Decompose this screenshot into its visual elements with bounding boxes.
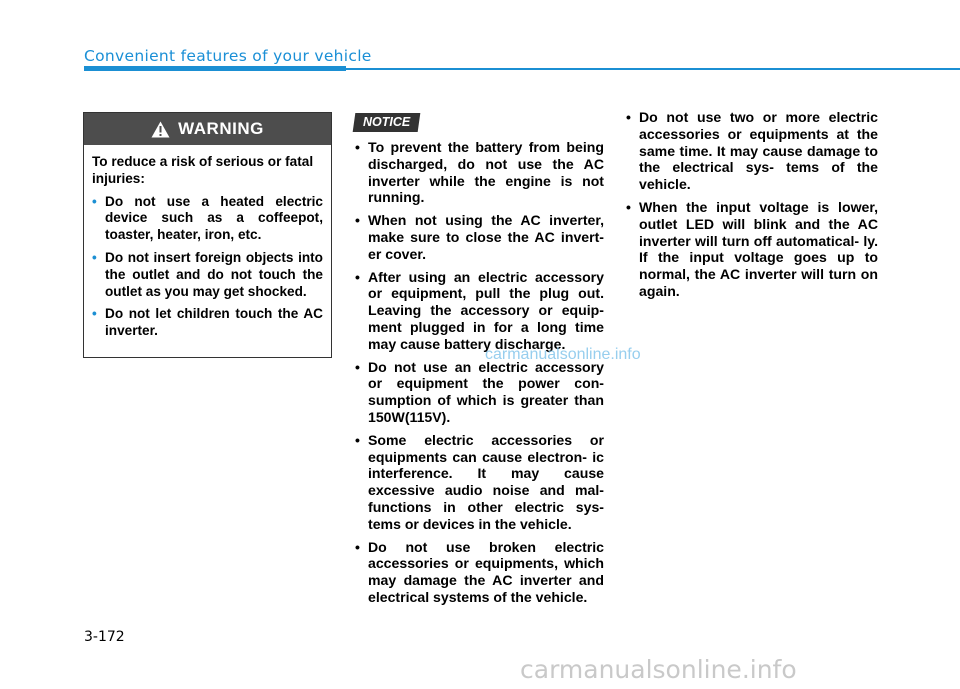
notice-badge: NOTICE [353,113,421,132]
warning-item: • Do not use a heated electric device such as a coffeepot, toaster, heater, iron, etc. [92,193,323,243]
header-rule-thin [346,68,960,70]
warning-item: • Do not let children touch the AC inverter. [92,306,323,339]
notice-list [355,139,604,606]
bullet: • [355,431,360,448]
warning-triangle-icon [151,121,170,138]
warning-body [84,145,331,340]
notice-column-middle [355,139,604,612]
warning-item: • Do not insert foreign objects into the outlet and do not touch the outlet as you may get shocked. [92,249,323,299]
notice-item: • Do not use broken electric accessories or equipments, which may damage the AC inverter and electrical systems of the vehicle. [355,538,604,605]
notice-item: • To prevent the battery from being discharged, do not use the AC inverter while the engine is not running. [355,139,604,206]
section-title: Convenient features of your vehicle [84,47,372,65]
notice-item: • Do not use an electric accessory or equipment the power con- sumption of which is greater than 150W(115V). [355,358,604,425]
page-number: 3-172 [84,629,125,645]
bullet: • [355,139,360,155]
bullet: • [92,249,97,265]
notice-item: • Some electric accessories or equipments can cause electron- ic interference. It may cause excessive audio noise and mal- functions in other electric sys- tems or devices in the vehicle. [355,431,604,532]
bullet: • [355,358,360,375]
warning-list [92,194,323,340]
overlay-watermark: carmanualsonline.info [485,346,641,363]
notice-item: • After using an electric accessory or equipment, pull the plug out. Leaving the accessory or equip- ment plugged in for a long time may cause battery discharge. [355,268,604,352]
warning-box [83,112,332,358]
bullet: • [92,306,97,322]
notice-column-right [626,109,878,306]
warning-label: WARNING [178,119,264,138]
notice-list-right [626,109,878,300]
bullet: • [626,109,631,125]
bullet: • [355,268,360,285]
footer-watermark: carmanualsonline.info [520,655,797,684]
notice-item: • When not using the AC inverter, make sure to close the AC invert- er cover. [355,212,604,262]
notice-item: • Do not use two or more electric accessories or equipments at the same time. It may cause damage to the electrical sys- tems of the vehicle. [626,109,878,193]
warning-header [84,113,331,145]
notice-item: • When the input voltage is lower, outlet LED will blink and the AC inverter will turn off automatical- ly. If the input voltage goes up to normal, the AC inverter will turn on again. [626,198,878,299]
bullet: • [355,212,360,229]
bullet: • [355,538,360,555]
warning-intro: To reduce a risk of serious or fatal injuries: [92,154,314,186]
header-rule-thick [84,66,346,71]
bullet: • [626,198,631,215]
bullet: • [92,193,97,209]
